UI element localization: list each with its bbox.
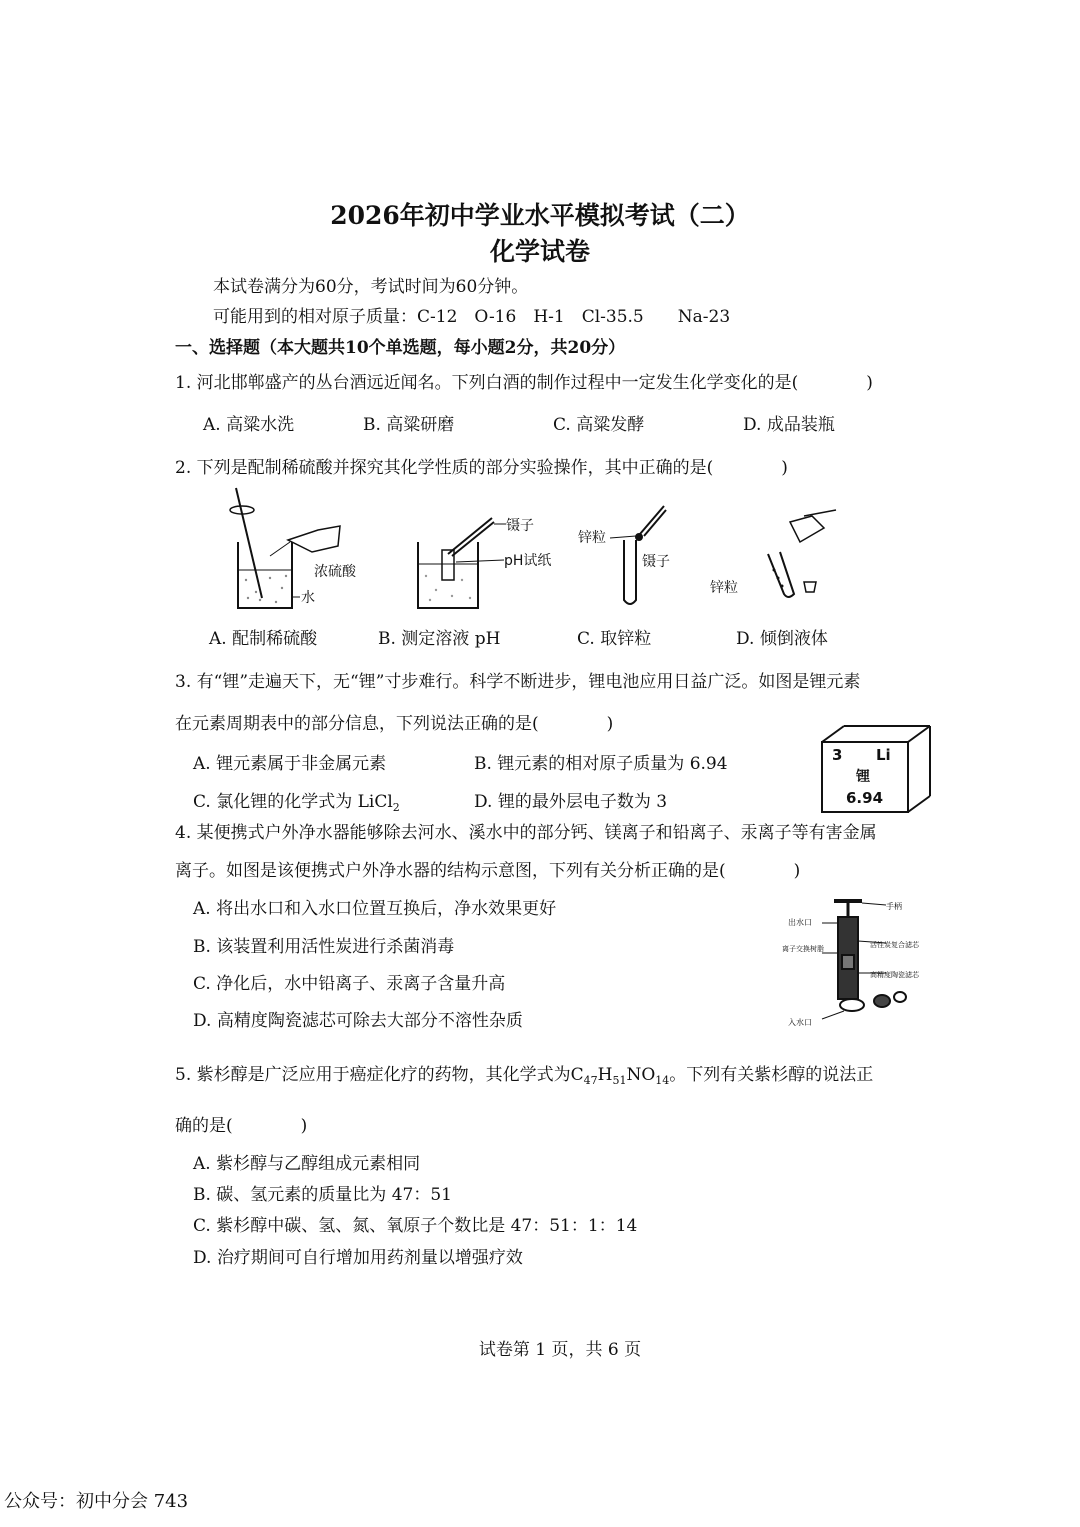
q3-stem-line1: 3. 有“锂”走遍天下，无“锂”寸步难行。科学不断进步，锂电池应用日益广泛。如图是锂元素	[175, 672, 861, 692]
exam-subtitle: 化学试卷	[489, 237, 590, 266]
label-outlet: 出水口	[788, 918, 812, 927]
label-ceramic-filter: 高精度陶瓷滤芯	[870, 971, 919, 979]
label-tweezer-b: 镊子	[506, 518, 534, 534]
cell-symbol: Li	[876, 746, 891, 764]
q1-option-a: A. 高粱水洗	[203, 415, 295, 435]
q4-option-a: A. 将出水口和入水口位置互换后，净水效果更好	[193, 899, 557, 919]
label-inlet: 入水口	[788, 1018, 812, 1027]
q4-stem-line2: 离子。如图是该便携式户外净水器的结构示意图，下列有关分析正确的是( )	[175, 861, 801, 881]
q5-option-a: A. 紫杉醇与乙醇组成元素相同	[193, 1154, 421, 1174]
q3-stem-line2: 在元素周期表中的部分信息，下列说法正确的是( )	[175, 714, 614, 734]
label-handle: 手柄	[886, 902, 902, 911]
label-water: 水	[301, 590, 315, 606]
q5-option-c: C. 紫杉醇中碳、氢、氮、氧原子个数比是 47：51：1：14	[193, 1216, 638, 1236]
figure-b-ph-test	[418, 518, 494, 608]
q4-option-d: D. 高精度陶瓷滤芯可除去大部分不溶性杂质	[193, 1011, 523, 1031]
q4-stem-line1: 4. 某便携式户外净水器能够除去河水、溪水中的部分钙、镁离子和铅离子、汞离子等有害金属	[175, 823, 877, 843]
q5-option-d: D. 治疗期间可自行增加用药剂量以增强疗效	[193, 1248, 523, 1268]
taxol-formula: $C_{47}H_{51}NO_{14}$	[570, 1065, 670, 1087]
q1-stem: 1. 河北邯郸盛产的丛台酒远近闻名。下列白酒的制作过程中一定发生化学变化的是( )	[175, 373, 873, 393]
q3-option-d: D. 锂的最外层电子数为 3	[474, 792, 668, 812]
cell-name: 锂	[856, 769, 870, 785]
figure-a-dilution	[230, 488, 340, 608]
cell-mass: 6.94	[846, 789, 884, 807]
q2-figures	[200, 480, 880, 620]
q5-stem-line1: 5. 紫杉醇是广泛应用于癌症化疗的药物，其化学式为$C_{47}H_{51}NO_{14}$。下列有关紫杉醇的说法正	[175, 1065, 874, 1087]
q2-option-d: D. 倾倒液体	[736, 629, 828, 649]
q2-option-a: A. 配制稀硫酸	[209, 629, 318, 649]
label-tweezer-c: 镊子	[642, 554, 670, 570]
q5-option-b: B. 碳、氢元素的质量比为 47：51	[193, 1185, 452, 1205]
q3-option-a: A. 锂元素属于非金属元素	[193, 754, 387, 774]
section-heading: 一、选择题（本大题共10个单选题，每小题2分，共20分）	[175, 338, 626, 358]
q1-option-c: C. 高粱发酵	[553, 415, 645, 435]
exam-title: 2026年初中学业水平模拟考试（二）	[330, 201, 750, 230]
q1-option-d: D. 成品装瓶	[743, 415, 835, 435]
water-purifier-diagram	[782, 893, 942, 1029]
q2-option-c: C. 取锌粒	[577, 629, 652, 649]
q3-option-b: B. 锂元素的相对原子质量为 6.94	[474, 754, 728, 774]
exam-info-atomic-mass: 可能用到的相对原子质量：C-12 O-16 H-1 Cl-35.5 Na-23	[213, 307, 731, 327]
q3-option-c: C. 氯化锂的化学式为 LiCl$_2$	[193, 792, 400, 814]
label-ion-exchange: 离子交换树脂	[782, 945, 824, 953]
q1-option-b: B. 高粱研磨	[363, 415, 455, 435]
watermark-text: 公众号：初中分会 743	[4, 1491, 189, 1512]
label-carbon-filter: 活性炭复合滤芯	[870, 941, 919, 949]
cell-atomic-number: 3	[832, 746, 843, 764]
q4-option-b: B. 该装置利用活性炭进行杀菌消毒	[193, 937, 455, 957]
page-number: 试卷第 1 页，共 6 页	[478, 1340, 642, 1360]
label-ph-paper: pH试纸	[504, 553, 552, 569]
q4-option-c: C. 净化后，水中铅离子、汞离子含量升高	[193, 974, 506, 994]
label-zinc-c: 锌粒	[578, 530, 606, 546]
exam-info-score: 本试卷满分为60分，考试时间为60分钟。	[213, 277, 529, 297]
label-zinc-d: 锌粒	[710, 580, 738, 596]
figure-d-pour-liquid	[768, 510, 836, 597]
q2-option-b: B. 测定溶液 pH	[378, 629, 501, 649]
q2-stem: 2. 下列是配制稀硫酸并探究其化学性质的部分实验操作，其中正确的是( )	[175, 458, 788, 478]
q5-stem-line2: 确的是( )	[175, 1116, 308, 1136]
lithium-element-cell	[816, 720, 944, 818]
label-concentrated-acid: 浓硫酸	[314, 564, 356, 580]
